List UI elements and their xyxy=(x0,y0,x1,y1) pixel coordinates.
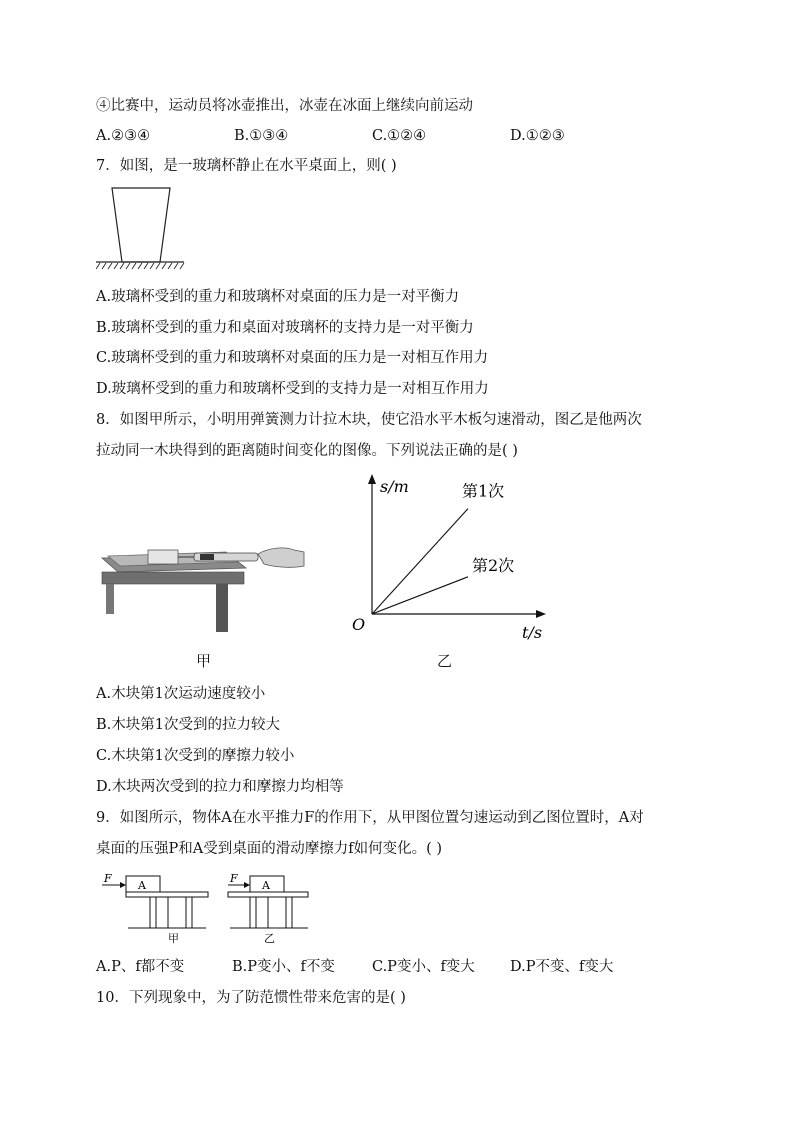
force-arrowhead-jia xyxy=(120,882,126,888)
q9-option-c: C.P变小、f变大 xyxy=(372,959,475,975)
q8-option-b: B.木块第1次受到的拉力较大 xyxy=(96,717,280,733)
q8-stem-line-2: 拉动同一木块得到的距离随时间变化的图像。下列说法正确的是( ) xyxy=(96,443,518,459)
table-leg-back xyxy=(106,584,114,614)
q9-fig-jia-label: 甲 xyxy=(168,932,179,945)
glass-cup-shape xyxy=(112,188,170,262)
y-axis-label: s/m xyxy=(380,477,409,496)
table-edge xyxy=(102,572,244,584)
q6-option-d: D.①②③ xyxy=(510,128,565,144)
q10-stem: 10．下列现象中，为了防范惯性带来危害的是( ) xyxy=(96,990,406,1006)
q9-figure-jia xyxy=(102,872,208,945)
q6-option-c: C.①②④ xyxy=(372,128,427,144)
hand-icon xyxy=(258,548,304,567)
table-top-yi xyxy=(228,892,308,897)
q6-option-b: B.①③④ xyxy=(234,128,289,144)
block-a-label-yi: A xyxy=(262,879,270,892)
table-leg-front xyxy=(216,584,228,632)
q8-option-d: D.木块两次受到的拉力和摩擦力均相等 xyxy=(96,779,344,795)
table-hatching xyxy=(96,263,184,269)
q8-option-a: A.木块第1次运动速度较小 xyxy=(96,686,266,702)
q7-option-a: A.玻璃杯受到的重力和玻璃杯对桌面的压力是一对平衡力 xyxy=(96,289,460,305)
q9-option-b: B.P变小、f不变 xyxy=(232,959,335,975)
table-top-jia xyxy=(126,892,208,897)
q6-option-a: A.②③④ xyxy=(96,128,151,144)
q9-stem-line-1: 9．如图所示，物体A在水平推力F的作用下，从甲图位置匀速运动到乙图位置时，A对 xyxy=(96,810,644,826)
force-f-label-jia: F xyxy=(104,872,112,885)
series-label-2: 第2次 xyxy=(472,555,515,575)
series-label-1: 第1次 xyxy=(462,481,505,501)
q9-option-d: D.P不变、f变大 xyxy=(510,959,614,975)
series-line-1 xyxy=(372,509,468,614)
q7-option-c: C.玻璃杯受到的重力和玻璃杯对桌面的压力是一对相互作用力 xyxy=(96,350,489,366)
q7-option-d: D.玻璃杯受到的重力和玻璃杯受到的支持力是一对相互作用力 xyxy=(96,381,489,397)
block-a-label-jia: A xyxy=(138,879,146,892)
x-axis-label: t/s xyxy=(522,623,543,640)
origin-label: O xyxy=(352,615,366,634)
q8-stem-line-1: 8．如图甲所示，小明用弹簧测力计拉木块，使它沿水平木板匀速滑动，图乙是他两次 xyxy=(96,412,642,428)
force-arrowhead-yi xyxy=(244,882,250,888)
q8-figure-jia-label: 甲 xyxy=(196,652,212,670)
q7-stem: 7．如图，是一玻璃杯静止在水平桌面上，则( ) xyxy=(96,158,397,174)
q8-figure-yi-label: 乙 xyxy=(437,652,453,670)
force-f-label-yi: F xyxy=(230,872,238,885)
y-axis-arrow xyxy=(368,474,376,484)
x-axis-arrow xyxy=(536,610,546,618)
q7-glass-figure xyxy=(96,186,186,270)
wooden-block xyxy=(148,550,178,564)
q8-st-graph xyxy=(346,470,556,640)
q8-figure-jia xyxy=(98,540,308,636)
q9-figures xyxy=(98,868,320,946)
q9-stem-line-2: 桌面的压强P和A受到桌面的滑动摩擦力f如何变化。( ) xyxy=(96,841,443,857)
series-line-2 xyxy=(372,577,468,614)
q9-figure-yi xyxy=(228,872,308,945)
q9-fig-yi-label: 乙 xyxy=(264,932,275,945)
q6-statement-4: ④比赛中，运动员将冰壶推出，冰壶在冰面上继续向前运动 xyxy=(96,98,473,114)
q7-option-b: B.玻璃杯受到的重力和桌面对玻璃杯的支持力是一对平衡力 xyxy=(96,320,474,336)
spring-scale-pointer xyxy=(200,554,214,560)
q8-option-c: C.木块第1次受到的摩擦力较小 xyxy=(96,748,295,764)
q9-option-a: A.P、f都不变 xyxy=(96,959,185,975)
